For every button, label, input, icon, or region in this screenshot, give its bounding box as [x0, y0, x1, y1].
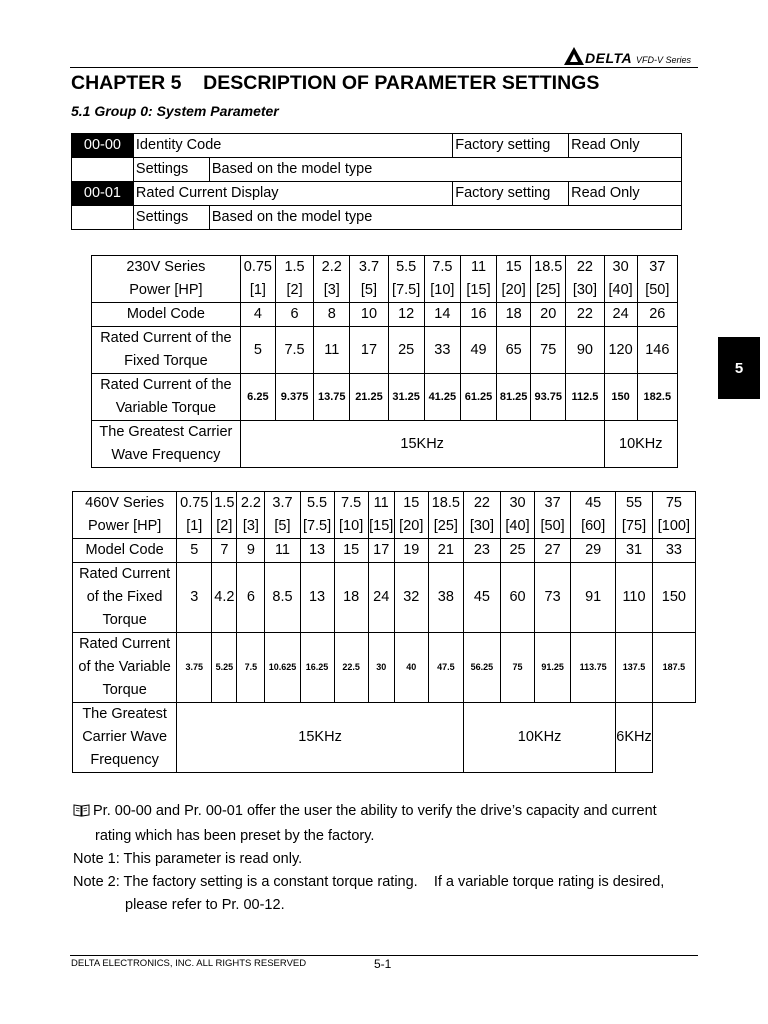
row-label-variable-torque	[73, 633, 177, 703]
brand-name: DELTA	[585, 50, 633, 66]
fixed-torque-cell: 120	[604, 327, 637, 374]
power-cell	[604, 256, 637, 303]
hp-value: [100]	[657, 518, 691, 534]
settings-value: Based on the model type	[209, 158, 681, 182]
variable-torque-cell: 75	[500, 633, 534, 703]
hp-value: [1]	[186, 518, 203, 534]
variable-torque-cell: 81.25	[497, 374, 531, 421]
param-settings-row	[72, 158, 682, 182]
power-cell	[571, 492, 616, 539]
page-number: 5-1	[374, 957, 392, 971]
variable-torque-cell: 7.5	[237, 633, 265, 703]
power-cell	[531, 256, 566, 303]
fixed-torque-cell: 3	[177, 563, 212, 633]
variable-torque-cell: 41.25	[424, 374, 460, 421]
fixed-torque-cell: 6	[237, 563, 265, 633]
variable-torque-cell: 31.25	[388, 374, 424, 421]
carrier-frequency-cell: 15KHz	[240, 421, 604, 468]
power-value: 2.2	[321, 259, 342, 275]
model-code-cell: 7	[212, 539, 237, 563]
power-cell	[637, 256, 677, 303]
power-cell	[265, 492, 300, 539]
fixed-torque-cell: 33	[424, 327, 460, 374]
factory-setting-value: Read Only	[569, 182, 682, 206]
power-cell	[428, 492, 463, 539]
model-code-cell: 14	[424, 303, 460, 327]
model-code-cell: 6	[275, 303, 313, 327]
power-cell	[240, 256, 275, 303]
variable-torque-cell: 91.25	[535, 633, 571, 703]
fixed-label-2: Fixed Torque	[124, 353, 208, 369]
model-code-cell: 13	[300, 539, 334, 563]
power-value: 3.7	[272, 495, 293, 511]
model-code-cell: 22	[566, 303, 604, 327]
variable-torque-row	[73, 633, 696, 703]
hp-value: [1]	[249, 282, 266, 298]
variable-torque-cell: 137.5	[616, 633, 653, 703]
power-value: 11	[373, 495, 389, 511]
power-value: 37	[649, 259, 666, 275]
power-cell	[212, 492, 237, 539]
fixed-label-1: Rated Current	[79, 566, 171, 582]
fixed-label-1: Rated Current of the	[100, 330, 232, 346]
variable-torque-cell: 5.25	[212, 633, 237, 703]
row-label-carrier	[73, 703, 177, 773]
hp-value: [15]	[369, 518, 394, 534]
variable-torque-cell: 13.75	[314, 374, 350, 421]
variable-torque-cell: 9.375	[275, 374, 313, 421]
variable-torque-cell: 61.25	[460, 374, 496, 421]
note-2: Note 2: The factory setting is a constant torque rating. If a variable torque rating is desired,	[73, 874, 665, 890]
power-cell	[463, 492, 500, 539]
variable-torque-cell: 56.25	[463, 633, 500, 703]
model-code-cell: 12	[388, 303, 424, 327]
fixed-torque-cell: 73	[535, 563, 571, 633]
fixed-torque-cell: 5	[240, 327, 275, 374]
param-name: Identity Code	[133, 134, 452, 158]
fixed-torque-cell: 8.5	[265, 563, 300, 633]
power-label: Power [HP]	[87, 518, 162, 534]
row-label-series	[73, 492, 177, 539]
spec-table-460v	[72, 491, 696, 773]
variable-torque-cell: 16.25	[300, 633, 334, 703]
row-label-variable-torque	[92, 374, 241, 421]
power-value: 18.5	[534, 259, 563, 275]
fixed-torque-cell: 49	[460, 327, 496, 374]
power-value: 0.75	[180, 495, 209, 511]
fixed-torque-cell: 91	[571, 563, 616, 633]
fixed-torque-cell: 65	[497, 327, 531, 374]
power-value: 22	[473, 495, 490, 511]
variable-torque-cell: 47.5	[428, 633, 463, 703]
footer-rule	[70, 955, 698, 956]
series-label: VFD-V Series	[636, 55, 692, 65]
carrier-label-1: The Greatest	[82, 706, 167, 722]
variable-label-3: Torque	[102, 682, 147, 698]
carrier-label-3: Frequency	[90, 752, 159, 768]
power-cell	[616, 492, 653, 539]
note-text: Pr. 00-00 and Pr. 00-01 offer the user the ability to verify the drive’s capacity and current	[93, 803, 657, 819]
row-label-model-code: Model Code	[73, 539, 177, 563]
power-value: 37	[544, 495, 561, 511]
note-line: rating which has been preset by the factory.	[95, 828, 375, 844]
carrier-frequency-row	[73, 703, 696, 773]
hp-value: [30]	[572, 282, 598, 298]
power-cell	[566, 256, 604, 303]
model-code-cell: 19	[394, 539, 428, 563]
factory-setting-label: Factory setting	[453, 182, 569, 206]
model-code-cell: 15	[334, 539, 368, 563]
power-cell	[334, 492, 368, 539]
variable-torque-cell: 3.75	[177, 633, 212, 703]
power-value: 2.2	[240, 495, 261, 511]
fixed-torque-cell: 4.2	[212, 563, 237, 633]
carrier-label-1: The Greatest Carrier	[99, 424, 233, 440]
power-value: 1.5	[284, 259, 305, 275]
fixed-torque-cell: 110	[616, 563, 653, 633]
hp-value: [40]	[608, 282, 633, 298]
hp-value: [5]	[360, 282, 378, 298]
model-code-cell: 8	[314, 303, 350, 327]
hp-value: [15]	[466, 282, 491, 298]
fixed-torque-cell: 38	[428, 563, 463, 633]
row-label-model-code: Model Code	[92, 303, 241, 327]
hp-value: [50]	[540, 518, 565, 534]
variable-torque-cell: 93.75	[531, 374, 566, 421]
note-1: Note 1: This parameter is read only.	[73, 851, 303, 867]
power-cell	[460, 256, 496, 303]
param-row	[72, 182, 682, 206]
variable-torque-cell: 182.5	[637, 374, 677, 421]
variable-label-1: Rated Current	[79, 636, 171, 652]
hp-value: [20]	[501, 282, 526, 298]
power-row	[73, 492, 696, 539]
model-code-cell: 11	[265, 539, 300, 563]
variable-label-2: of the Variable	[78, 659, 171, 675]
footer-copyright: DELTA ELECTRONICS, INC. ALL RIGHTS RESERVED	[71, 958, 307, 969]
carrier-frequency-row	[92, 421, 678, 468]
carrier-frequency-cell: 15KHz	[177, 703, 464, 773]
variable-torque-cell: 6.25	[240, 374, 275, 421]
carrier-frequency-cell: 6KHz	[616, 703, 653, 773]
power-value: 18.5	[431, 495, 460, 511]
settings-value: Based on the model type	[209, 206, 681, 230]
model-code-cell: 20	[531, 303, 566, 327]
model-code-cell: 21	[428, 539, 463, 563]
power-value: 7.5	[432, 259, 453, 275]
row-label-series	[92, 256, 241, 303]
variable-torque-cell: 10.625	[265, 633, 300, 703]
fixed-torque-cell: 13	[300, 563, 334, 633]
model-code-cell: 18	[497, 303, 531, 327]
power-value: 11	[470, 259, 487, 275]
hp-value: [30]	[469, 518, 495, 534]
hp-value: [40]	[505, 518, 530, 534]
settings-label: Settings	[133, 158, 209, 182]
note-line	[73, 800, 713, 825]
model-code-cell: 33	[652, 539, 695, 563]
carrier-frequency-cell: 10KHz	[463, 703, 615, 773]
row-label-fixed-torque	[92, 327, 241, 374]
power-cell	[275, 256, 313, 303]
model-code-cell: 4	[240, 303, 275, 327]
hp-value: [20]	[399, 518, 424, 534]
delta-logo	[563, 46, 635, 68]
row-label-fixed-torque	[73, 563, 177, 633]
power-cell	[424, 256, 460, 303]
fixed-label-3: Torque	[102, 612, 147, 628]
variable-label-1: Rated Current of the	[100, 377, 232, 393]
param-settings-row	[72, 206, 682, 230]
model-code-cell: 10	[350, 303, 388, 327]
chapter-side-tab: 5	[718, 337, 760, 399]
fixed-torque-cell: 17	[350, 327, 388, 374]
blank-cell	[72, 158, 134, 182]
power-cell	[350, 256, 388, 303]
power-cell	[388, 256, 424, 303]
power-value: 15	[403, 495, 420, 511]
hp-value: [3]	[323, 282, 340, 298]
fixed-torque-cell: 24	[368, 563, 394, 633]
fixed-torque-cell: 25	[388, 327, 424, 374]
hp-value: [5]	[274, 518, 291, 534]
fixed-torque-row	[73, 563, 696, 633]
spec-table-230v	[91, 255, 678, 468]
model-code-cell: 9	[237, 539, 265, 563]
model-code-cell: 17	[368, 539, 394, 563]
power-value: 3.7	[358, 259, 380, 275]
series-label: 230V Series	[126, 259, 206, 275]
param-name: Rated Current Display	[133, 182, 452, 206]
parameter-table	[71, 133, 682, 230]
hp-value: [10]	[430, 282, 455, 298]
hp-value: [7.5]	[392, 282, 421, 298]
variable-torque-cell: 22.5	[334, 633, 368, 703]
carrier-label-2: Carrier Wave	[82, 729, 168, 745]
variable-torque-row	[92, 374, 678, 421]
hp-value: [2]	[216, 518, 233, 534]
hp-value: [50]	[645, 282, 670, 298]
variable-torque-cell: 40	[394, 633, 428, 703]
series-label: 460V Series	[85, 495, 165, 511]
variable-torque-cell: 30	[368, 633, 394, 703]
power-cell	[652, 492, 695, 539]
model-code-cell: 29	[571, 539, 616, 563]
power-value: 1.5	[214, 495, 235, 511]
model-code-cell: 5	[177, 539, 212, 563]
carrier-label-2: Wave Frequency	[111, 447, 221, 463]
power-cell	[300, 492, 334, 539]
fixed-torque-row	[92, 327, 678, 374]
power-value: 15	[505, 259, 522, 275]
header-rule	[70, 67, 698, 68]
hp-value: [10]	[339, 518, 364, 534]
param-id: 00-00	[72, 134, 134, 158]
power-row	[92, 256, 678, 303]
blank-cell	[72, 206, 134, 230]
fixed-torque-cell: 60	[500, 563, 534, 633]
hp-value: [3]	[242, 518, 259, 534]
hp-value: [2]	[286, 282, 303, 298]
fixed-torque-cell: 90	[566, 327, 604, 374]
power-cell	[314, 256, 350, 303]
hp-value: [75]	[621, 518, 647, 534]
power-cell	[535, 492, 571, 539]
power-label: Power [HP]	[129, 282, 203, 298]
power-cell	[497, 256, 531, 303]
model-code-cell: 26	[637, 303, 677, 327]
hp-value: [7.5]	[302, 518, 332, 534]
model-code-row	[73, 539, 696, 563]
power-value: 55	[625, 495, 643, 511]
note-2-cont: please refer to Pr. 00-12.	[125, 897, 285, 913]
fixed-torque-cell: 18	[334, 563, 368, 633]
model-code-cell: 25	[500, 539, 534, 563]
power-value: 7.5	[341, 495, 362, 511]
param-row	[72, 134, 682, 158]
notes-block	[73, 800, 713, 917]
factory-setting-value: Read Only	[569, 134, 682, 158]
power-cell	[394, 492, 428, 539]
fixed-torque-cell: 32	[394, 563, 428, 633]
power-value: 22	[576, 259, 593, 275]
fixed-torque-cell: 7.5	[275, 327, 313, 374]
fixed-torque-cell: 11	[314, 327, 350, 374]
power-value: 45	[585, 495, 602, 511]
fixed-torque-cell: 75	[531, 327, 566, 374]
power-cell	[500, 492, 534, 539]
power-cell	[237, 492, 265, 539]
row-label-carrier	[92, 421, 241, 468]
section-title: 5.1 Group 0: System Parameter	[71, 103, 279, 119]
power-value: 0.75	[243, 259, 272, 275]
power-value: 30	[509, 495, 526, 511]
variable-torque-cell: 112.5	[566, 374, 604, 421]
hp-value: [25]	[433, 518, 458, 534]
power-cell	[177, 492, 212, 539]
model-code-cell: 27	[535, 539, 571, 563]
hp-value: [60]	[581, 518, 606, 534]
variable-torque-cell: 113.75	[571, 633, 616, 703]
fixed-label-2: of the Fixed	[86, 589, 163, 605]
model-code-row	[92, 303, 678, 327]
factory-setting-label: Factory setting	[453, 134, 569, 158]
power-value: 5.5	[306, 495, 328, 511]
settings-label: Settings	[133, 206, 209, 230]
model-code-cell: 24	[604, 303, 637, 327]
book-icon	[73, 802, 90, 825]
model-code-cell: 16	[460, 303, 496, 327]
power-value: 5.5	[396, 259, 417, 275]
delta-triangle-logo-icon	[563, 46, 585, 66]
variable-label-2: Variable Torque	[115, 400, 217, 416]
model-code-cell: 23	[463, 539, 500, 563]
variable-torque-cell: 150	[604, 374, 637, 421]
variable-torque-cell: 21.25	[350, 374, 388, 421]
hp-value: [25]	[536, 282, 561, 298]
model-code-cell: 31	[616, 539, 653, 563]
variable-torque-cell: 187.5	[652, 633, 695, 703]
power-cell	[368, 492, 394, 539]
power-value: 30	[612, 259, 629, 275]
fixed-torque-cell: 146	[637, 327, 677, 374]
param-id: 00-01	[72, 182, 134, 206]
fixed-torque-cell: 150	[652, 563, 695, 633]
carrier-frequency-cell: 10KHz	[604, 421, 677, 468]
power-value: 75	[665, 495, 682, 511]
fixed-torque-cell: 45	[463, 563, 500, 633]
chapter-title: CHAPTER 5 DESCRIPTION OF PARAMETER SETTINGS	[71, 72, 600, 94]
